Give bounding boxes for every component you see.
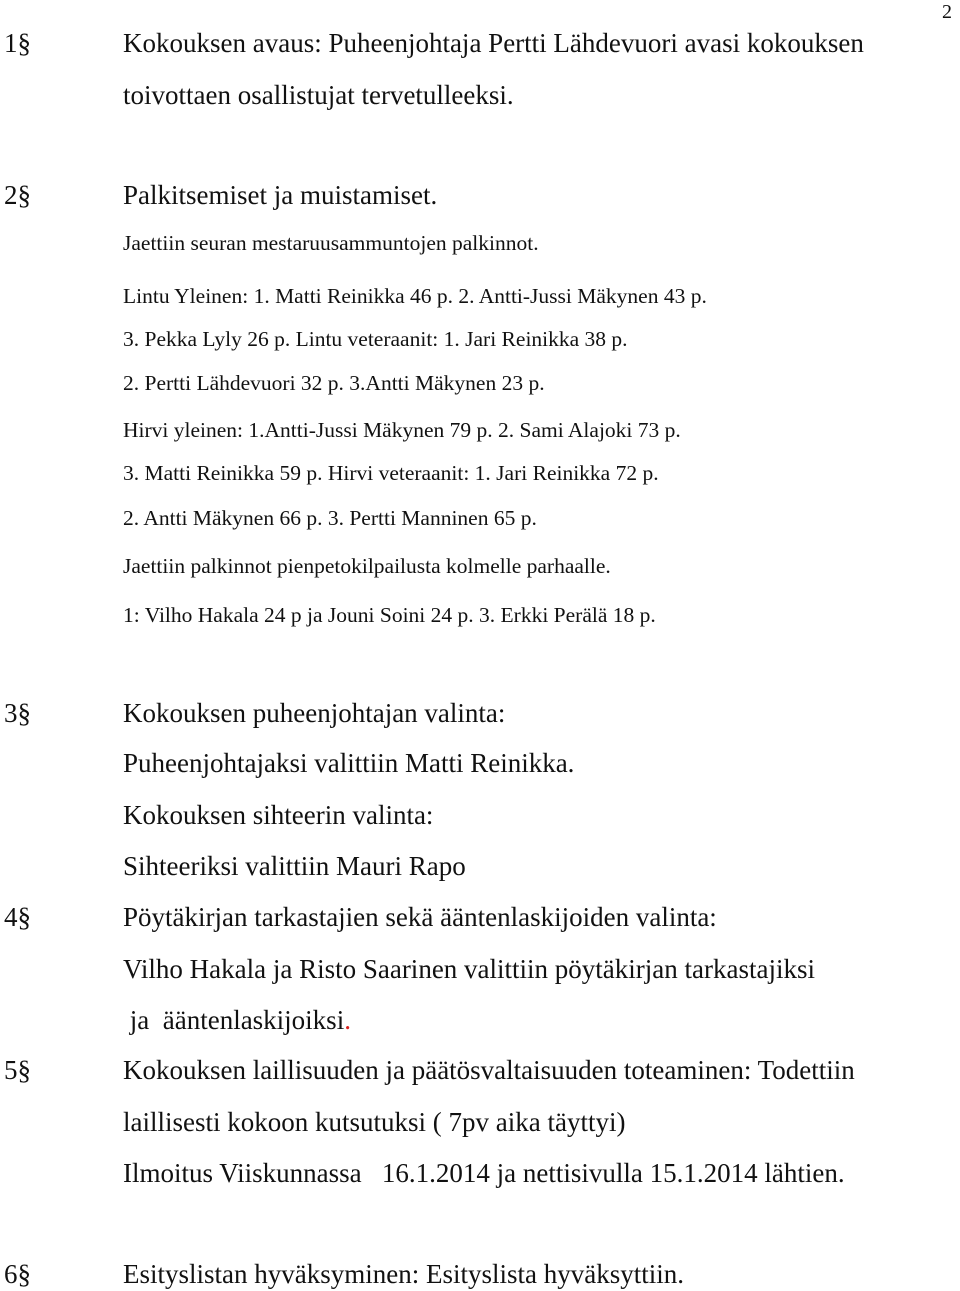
section-4-line-3 bbox=[123, 1003, 351, 1037]
section-3-line-4: Sihteeriksi valittiin Mauri Rapo bbox=[123, 851, 466, 881]
section-2-line-2: Jaettiin seuran mestaruusammuntojen palkinnot. bbox=[123, 231, 539, 255]
section-4-number: 4§ bbox=[4, 902, 31, 932]
section-1-line-1: Kokouksen avaus: Puheenjohtaja Pertti Lähdevuori avasi kokouksen bbox=[123, 28, 864, 58]
section-5-line-2: laillisesti kokoon kutsutuksi ( 7pv aika täyttyi) bbox=[123, 1107, 626, 1137]
section-2-line-6: Hirvi yleinen: 1.Antti-Jussi Mäkynen 79 p. 2. Sami Alajoki 73 p. bbox=[123, 418, 681, 442]
section-6-line-1: Esityslistan hyväksyminen: Esityslista hyväksyttiin. bbox=[123, 1259, 684, 1289]
section-5-number: 5§ bbox=[4, 1055, 31, 1085]
section-2-line-1: Palkitsemiset ja muistamiset. bbox=[123, 180, 438, 210]
section-2-line-10: 1: Vilho Hakala 24 p ja Jouni Soini 24 p. 3. Erkki Perälä 18 p. bbox=[123, 603, 656, 627]
page-number: 2 bbox=[942, 1, 952, 23]
section-5-line-1: Kokouksen laillisuuden ja päätösvaltaisuuden toteaminen: Todettiin bbox=[123, 1055, 855, 1085]
section-3-line-3: Kokouksen sihteerin valinta: bbox=[123, 800, 434, 830]
section-1-line-2: toivottaen osallistujat tervetulleeksi. bbox=[123, 80, 514, 110]
section-3-line-1: Kokouksen puheenjohtajan valinta: bbox=[123, 698, 506, 728]
section-3-line-2: Puheenjohtajaksi valittiin Matti Reinikka. bbox=[123, 748, 575, 778]
section-2-number: 2§ bbox=[4, 180, 31, 210]
section-2-line-3: Lintu Yleinen: 1. Matti Reinikka 46 p. 2. Antti-Jussi Mäkynen 43 p. bbox=[123, 284, 707, 308]
section-2-line-4: 3. Pekka Lyly 26 p. Lintu veteraanit: 1. Jari Reinikka 38 p. bbox=[123, 327, 628, 351]
section-2-line-7: 3. Matti Reinikka 59 p. Hirvi veteraanit: 1. Jari Reinikka 72 p. bbox=[123, 461, 659, 485]
section-3-number: 3§ bbox=[4, 698, 31, 728]
red-period: . bbox=[344, 1005, 351, 1035]
section-4-line-3-text: ja ääntenlaskijoiksi bbox=[123, 1005, 345, 1035]
section-2-line-9: Jaettiin palkinnot pienpetokilpailusta kolmelle parhaalle. bbox=[123, 554, 611, 578]
section-1-number: 1§ bbox=[4, 28, 31, 58]
section-5-line-3: Ilmoitus Viiskunnassa 16.1.2014 ja nettisivulla 15.1.2014 lähtien. bbox=[123, 1158, 845, 1188]
section-4-line-2: Vilho Hakala ja Risto Saarinen valittiin pöytäkirjan tarkastajiksi bbox=[123, 954, 815, 984]
section-4-line-1: Pöytäkirjan tarkastajien sekä ääntenlaskijoiden valinta: bbox=[123, 902, 717, 932]
section-2-line-8: 2. Antti Mäkynen 66 p. 3. Pertti Manninen 65 p. bbox=[123, 506, 537, 530]
section-6-number: 6§ bbox=[4, 1259, 31, 1289]
section-2-line-5: 2. Pertti Lähdevuori 32 p. 3.Antti Mäkynen 23 p. bbox=[123, 371, 545, 395]
